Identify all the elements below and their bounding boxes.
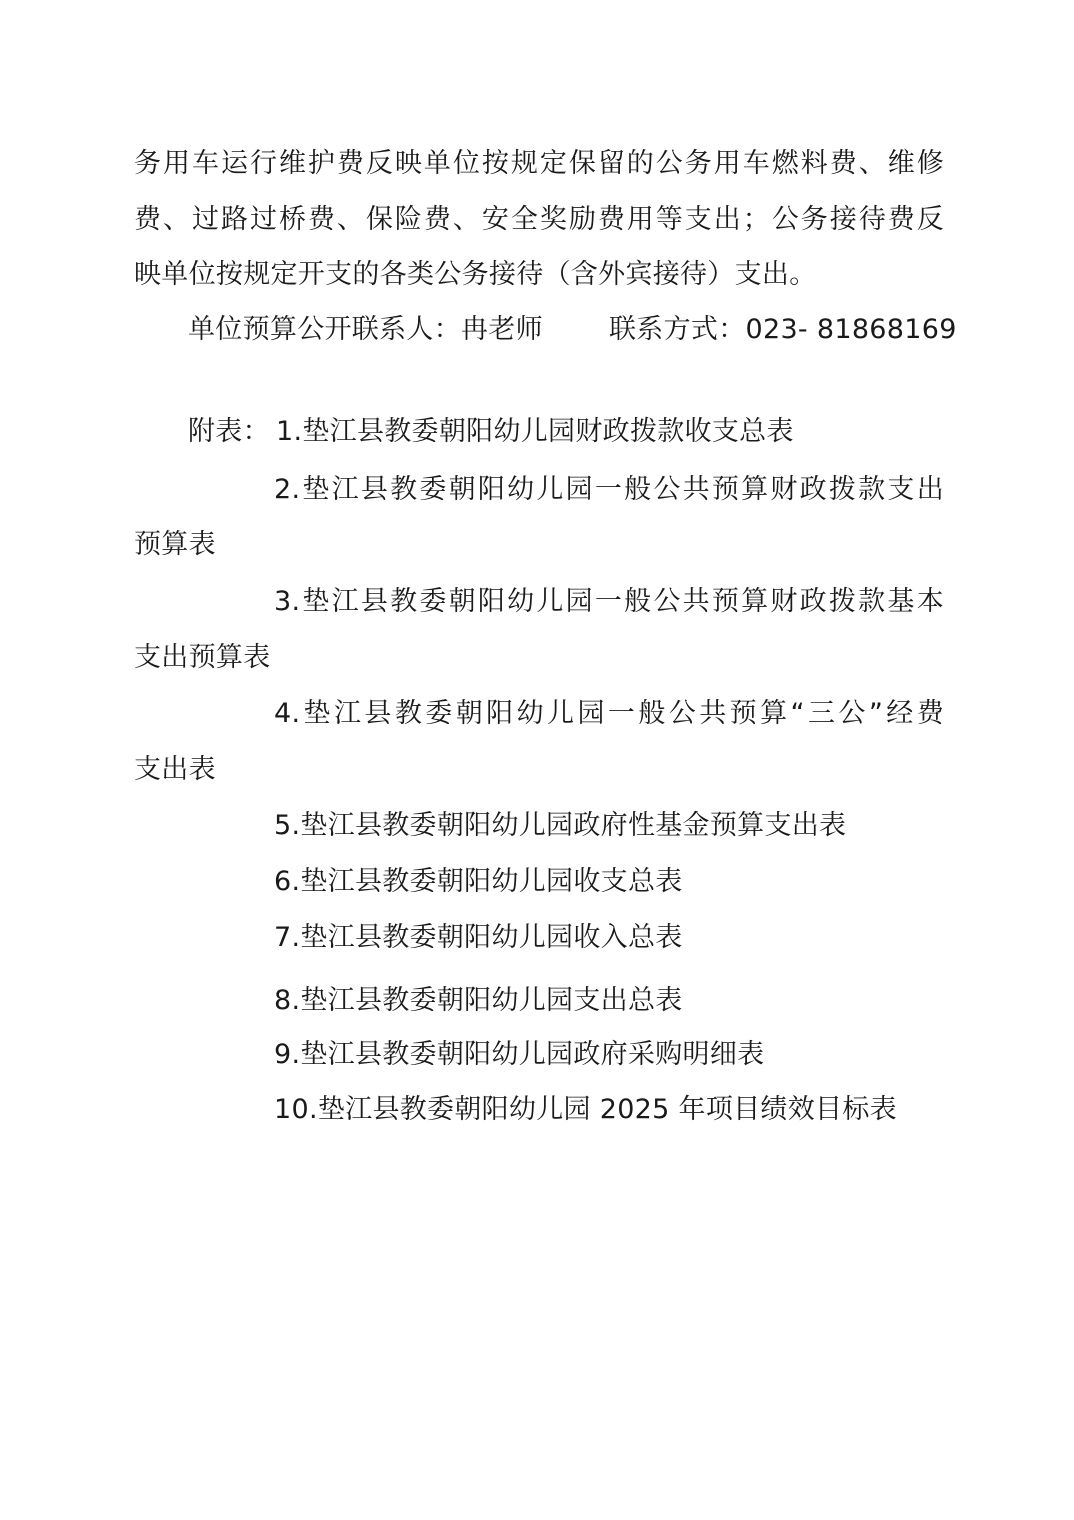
attachment-item-5: 5.垫江县教委朝阳幼儿园政府性基金预算支出表 — [274, 810, 847, 841]
attachments-label: 附表： — [188, 416, 270, 447]
attachment-item-2: 2.垫江县教委朝阳幼儿园一般公共预算财政拨款支出 — [274, 474, 944, 505]
body-line-2: 费、过路过桥费、保险费、安全奖励费用等支出；公务接待费反 — [134, 204, 944, 235]
body-line-1: 务用车运行维护费反映单位按规定保留的公务用车燃料费、维修 — [134, 148, 944, 179]
attachment-item-6: 6.垫江县教委朝阳幼儿园收支总表 — [274, 866, 683, 897]
attachment-item-2-cont: 预算表 — [134, 529, 216, 560]
attachment-item-4-cont: 支出表 — [134, 754, 216, 785]
attachment-item-1: 1.垫江县教委朝阳幼儿园财政拨款收支总表 — [276, 416, 794, 447]
contact-person: 单位预算公开联系人：冉老师 — [188, 314, 543, 345]
attachment-item-8: 8.垫江县教委朝阳幼儿园支出总表 — [274, 985, 683, 1016]
body-line-3: 映单位按规定开支的各类公务接待（含外宾接待）支出。 — [134, 259, 817, 290]
contact-phone: 联系方式：023- 81868169 — [609, 314, 957, 345]
attachment-item-4: 4.垫江县教委朝阳幼儿园一般公共预算“三公”经费 — [274, 698, 944, 729]
attachment-item-3-cont: 支出预算表 — [134, 642, 271, 673]
attachment-item-3: 3.垫江县教委朝阳幼儿园一般公共预算财政拨款基本 — [274, 586, 944, 617]
attachment-item-10: 10.垫江县教委朝阳幼儿园 2025 年项目绩效目标表 — [274, 1094, 897, 1125]
attachment-item-9: 9.垫江县教委朝阳幼儿园政府采购明细表 — [274, 1039, 765, 1070]
attachment-item-7: 7.垫江县教委朝阳幼儿园收入总表 — [274, 922, 683, 953]
